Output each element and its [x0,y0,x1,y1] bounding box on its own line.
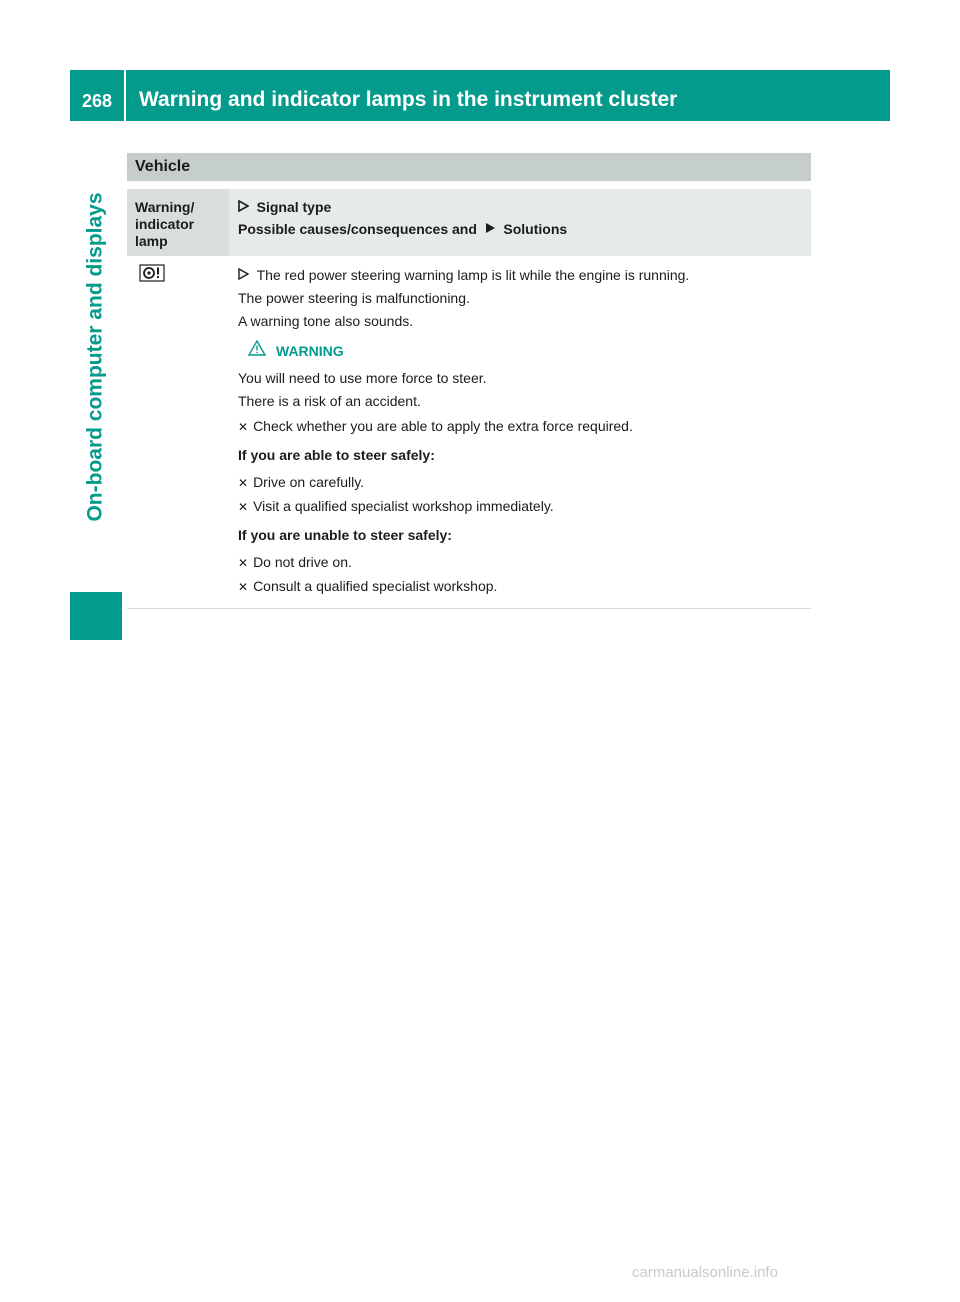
table-section-title: Vehicle [127,153,811,181]
page-header [70,70,890,121]
warning-text-2: There is a risk of an accident. [238,393,421,409]
table-row [127,256,811,599]
step-drive: Drive on carefully. [253,474,365,490]
power-steering-warning-icon [139,269,165,286]
step-visit: Visit a qualified specialist workshop immediately. [253,498,554,514]
warning-lamp-table [127,153,811,609]
action-arrow-icon: ✕ [238,556,249,570]
description-cell [229,264,811,599]
watermark: carmanualsonline.info [632,1264,778,1281]
step-nodrive: Do not drive on. [253,554,352,570]
side-tab [70,122,122,592]
signal-type-icon [238,200,253,215]
column-header-solutions: Solutions [503,221,568,237]
action-arrow-icon: ✕ [238,420,249,434]
column-header-signal: Signal type [256,199,332,215]
column-header-description [229,189,567,256]
side-tab-marker [70,592,122,640]
table-header-row [127,189,811,256]
side-tab-label: On-board computer and displays [84,192,107,522]
column-header-lamp [127,189,229,256]
column-header-causes: Possible causes/consequences and [238,221,477,237]
warning-triangle-icon [248,340,266,363]
step-consult: Consult a qualified specialist workshop. [253,578,498,594]
warning-label: WARNING [276,343,344,359]
page-number: 268 [70,70,126,121]
lamp-cell [127,264,229,599]
action-arrow-icon: ✕ [238,476,249,490]
condition-able: If you are able to steer safely: [238,447,435,463]
table-bottom-rule [127,608,811,609]
solutions-icon [485,222,500,237]
warning-text-1: You will need to use more force to steer. [238,370,487,386]
section-title: Warning and indicator lamps in the instrument cluster [139,87,678,111]
step-check: Check whether you are able to apply the extra force required. [253,418,633,434]
consequence-text: A warning tone also sounds. [238,313,414,329]
condition-unable: If you are unable to steer safely: [238,527,452,543]
signal-type-icon [238,268,253,283]
cause-text: The power steering is malfunctioning. [238,290,470,306]
signal-text: The red power steering warning lamp is lit while the engine is running. [256,267,690,283]
action-arrow-icon: ✕ [238,580,249,594]
column-header-lamp-text: Warning/ indicator lamp [135,199,195,249]
warning-heading [248,340,811,363]
action-arrow-icon: ✕ [238,500,249,514]
